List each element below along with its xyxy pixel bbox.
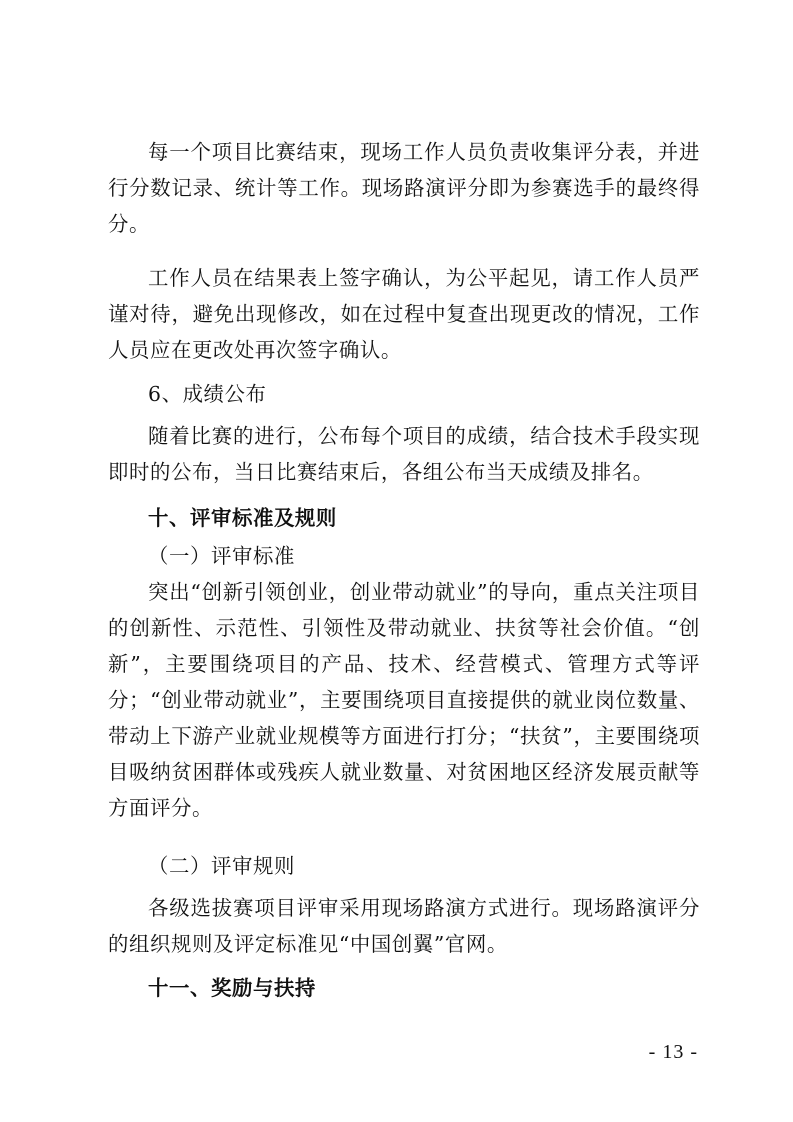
paragraph-score-collection: 每一个项目比赛结束，现场工作人员负责收集评分表，并进行分数记录、统计等工作。现场路演评分即为参赛选手的最终得分。 [108,140,700,236]
paragraph-signature-confirmation: 工作人员在结果表上签字确认，为公平起见，请工作人员严谨对待，避免出现修改，如在过程中复查出现更改的情况，工作人员应在更改处再次签字确认。 [108,266,700,362]
heading-review-rules: （二）评审规则 [148,854,295,878]
paragraph-results-announcement: 随着比赛的进行，公布每个项目的成绩，结合技术手段实现即时的公布，当日比赛结束后，各组公布当天成绩及排名。 [108,424,700,484]
heading-results-announcement: 6、成绩公布 [148,382,267,406]
heading-section-eleven: 十一、奖励与扶持 [148,976,316,1000]
heading-section-ten: 十、评审标准及规则 [148,506,337,530]
paragraph-review-rules: 各级选拔赛项目评审采用现场路演方式进行。现场路演评分的组织规则及评定标准见“中国创翼”官网。 [108,896,700,956]
page-number: - 13 - [648,1041,698,1063]
paragraph-review-standards: 突出“创新引领创业，创业带动就业”的导向，重点关注项目的创新性、示范性、引领性及带动就业、扶贫等社会价值。“创新”，主要围绕项目的产品、技术、经营模式、管理方式等评分；“创业带动就业”，主要围绕项目直接提供的就业岗位数量、带动上下游产业就业规模等方面进行打分；“扶贫”，主要围绕项目吸纳贫困群体或残疾人就业数量、对贫困地区经济发展贡献等方面评分。 [108,580,700,820]
heading-review-standards: （一）评审标准 [148,544,295,568]
